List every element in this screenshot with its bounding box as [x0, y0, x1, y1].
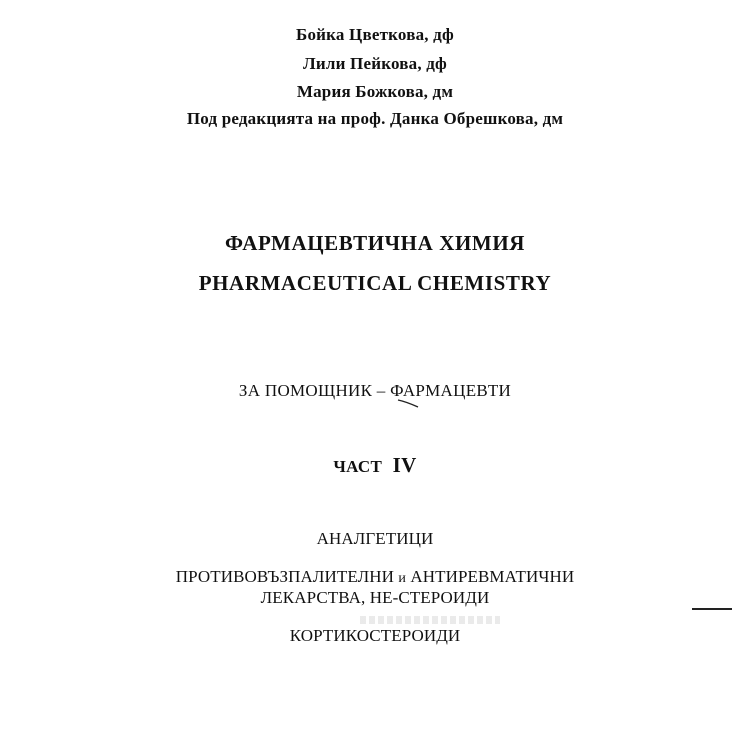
topic-corticosteroids: КОРТИКОСТЕРОИДИ [289, 626, 461, 645]
topic-and: и [398, 571, 406, 586]
book-title-en: PHARMACEUTICAL CHEMISTRY [198, 271, 552, 295]
author-1: Бойка Цветкова, дф [296, 25, 454, 44]
topic-antiinflammatory-a: ПРОТИВОВЪЗПАЛИТЕЛНИ [175, 567, 395, 586]
audience-line: ЗА ПОМОЩНИК – ФАРМАЦЕВТИ [238, 381, 512, 400]
part-label: ЧАСТ [333, 457, 383, 476]
part-number: IV [392, 453, 417, 477]
bleed-through-ghost-text [360, 616, 500, 624]
book-title-bg: ФАРМАЦЕВТИЧНА ХИМИЯ [224, 231, 526, 255]
topic-antiinflammatory-b: АНТИРЕВМАТИЧНИ [410, 567, 575, 586]
pen-stroke-mark [397, 398, 419, 408]
author-2: Лили Пейкова, дф [303, 54, 447, 73]
topic-antiinflammatory [0, 567, 750, 587]
editor-line: Под редакцията на проф. Данка Обрешкова, дм [186, 109, 564, 128]
topic-antiinflammatory-line2: ЛЕКАРСТВА, НЕ-СТЕРОИДИ [260, 588, 490, 607]
author-3: Мария Божкова, дм [296, 82, 454, 101]
part-heading [0, 453, 750, 478]
scan-edge-mark [692, 608, 732, 610]
topic-analgesics: АНАЛГЕТИЦИ [316, 529, 434, 548]
